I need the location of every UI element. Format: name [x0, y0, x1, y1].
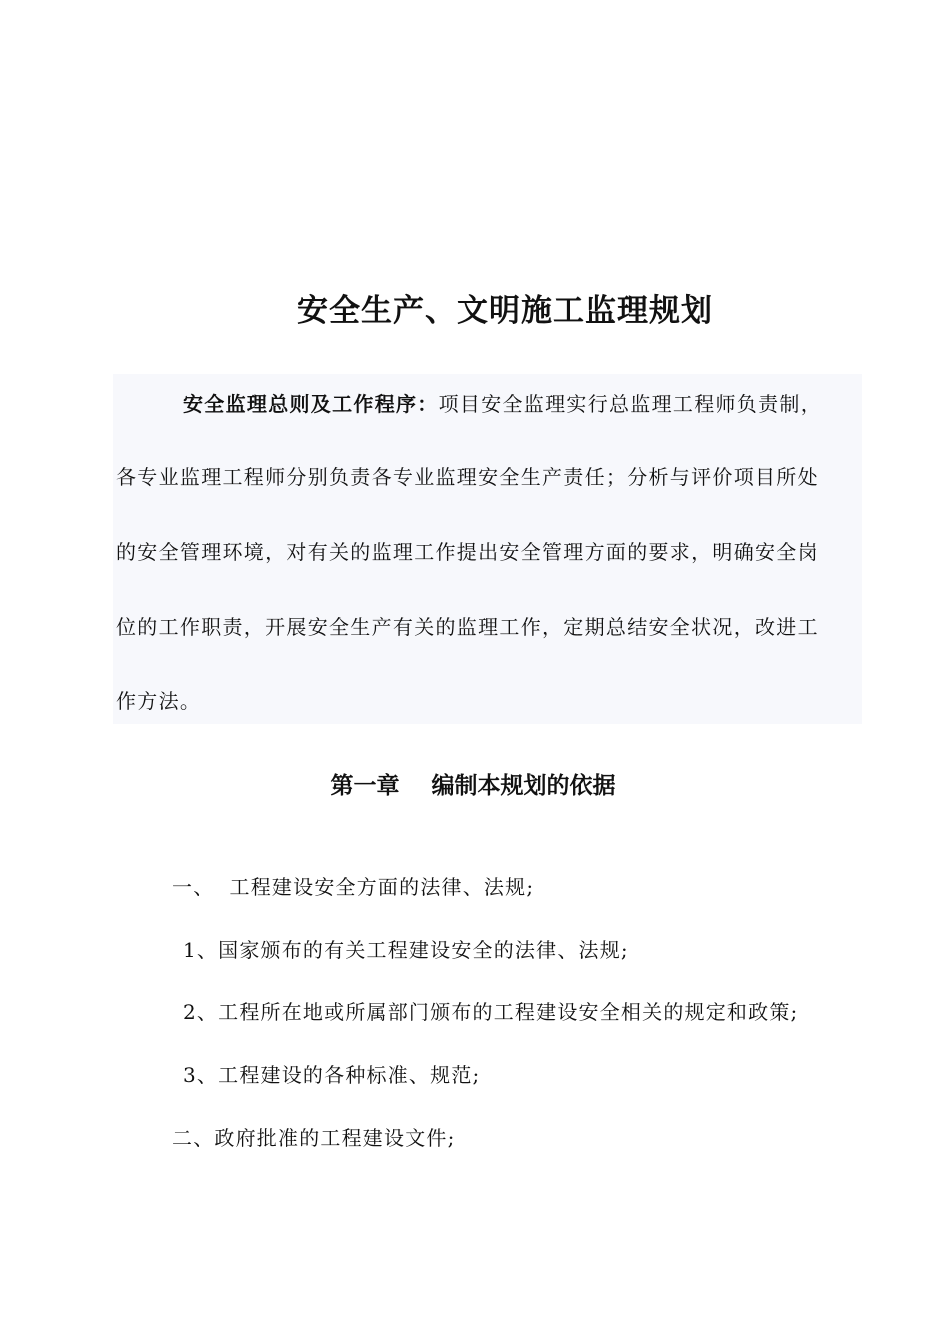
chapter-1-title: 第一章 编制本规划的依据 — [330, 772, 616, 799]
intro-line-1-text: 项目安全监理实行总监理工程师负责制， — [438, 392, 823, 416]
intro-line-3: 的安全管理环境，对有关的监理工作提出安全管理方面的要求，明确安全岗 — [116, 540, 819, 564]
list-item-section-2: 二、政府批准的工程建设文件; — [172, 1126, 456, 1150]
intro-bold-lead: 安全监理总则及工作程序： — [183, 392, 439, 416]
intro-line-4: 位的工作职责，开展安全生产有关的监理工作，定期总结安全状况，改进工 — [116, 615, 819, 639]
list-item-section-1: 一、 工程建设安全方面的法律、法规; — [172, 875, 535, 899]
intro-line-1 — [183, 389, 822, 419]
intro-line-5: 作方法。 — [116, 689, 202, 713]
list-item-1-1: 1、国家颁布的有关工程建设安全的法律、法规; — [183, 938, 629, 962]
intro-line-2: 各专业监理工程师分别负责各专业监理安全生产责任；分析与评价项目所处 — [116, 465, 819, 489]
list-item-1-3: 3、工程建设的各种标准、规范; — [183, 1063, 481, 1087]
intro-paragraph — [113, 374, 862, 724]
list-item-1-2: 2、工程所在地或所属部门颁布的工程建设安全相关的规定和政策; — [183, 1000, 799, 1024]
document-title: 安全生产、文明施工监理规划 — [297, 293, 713, 329]
